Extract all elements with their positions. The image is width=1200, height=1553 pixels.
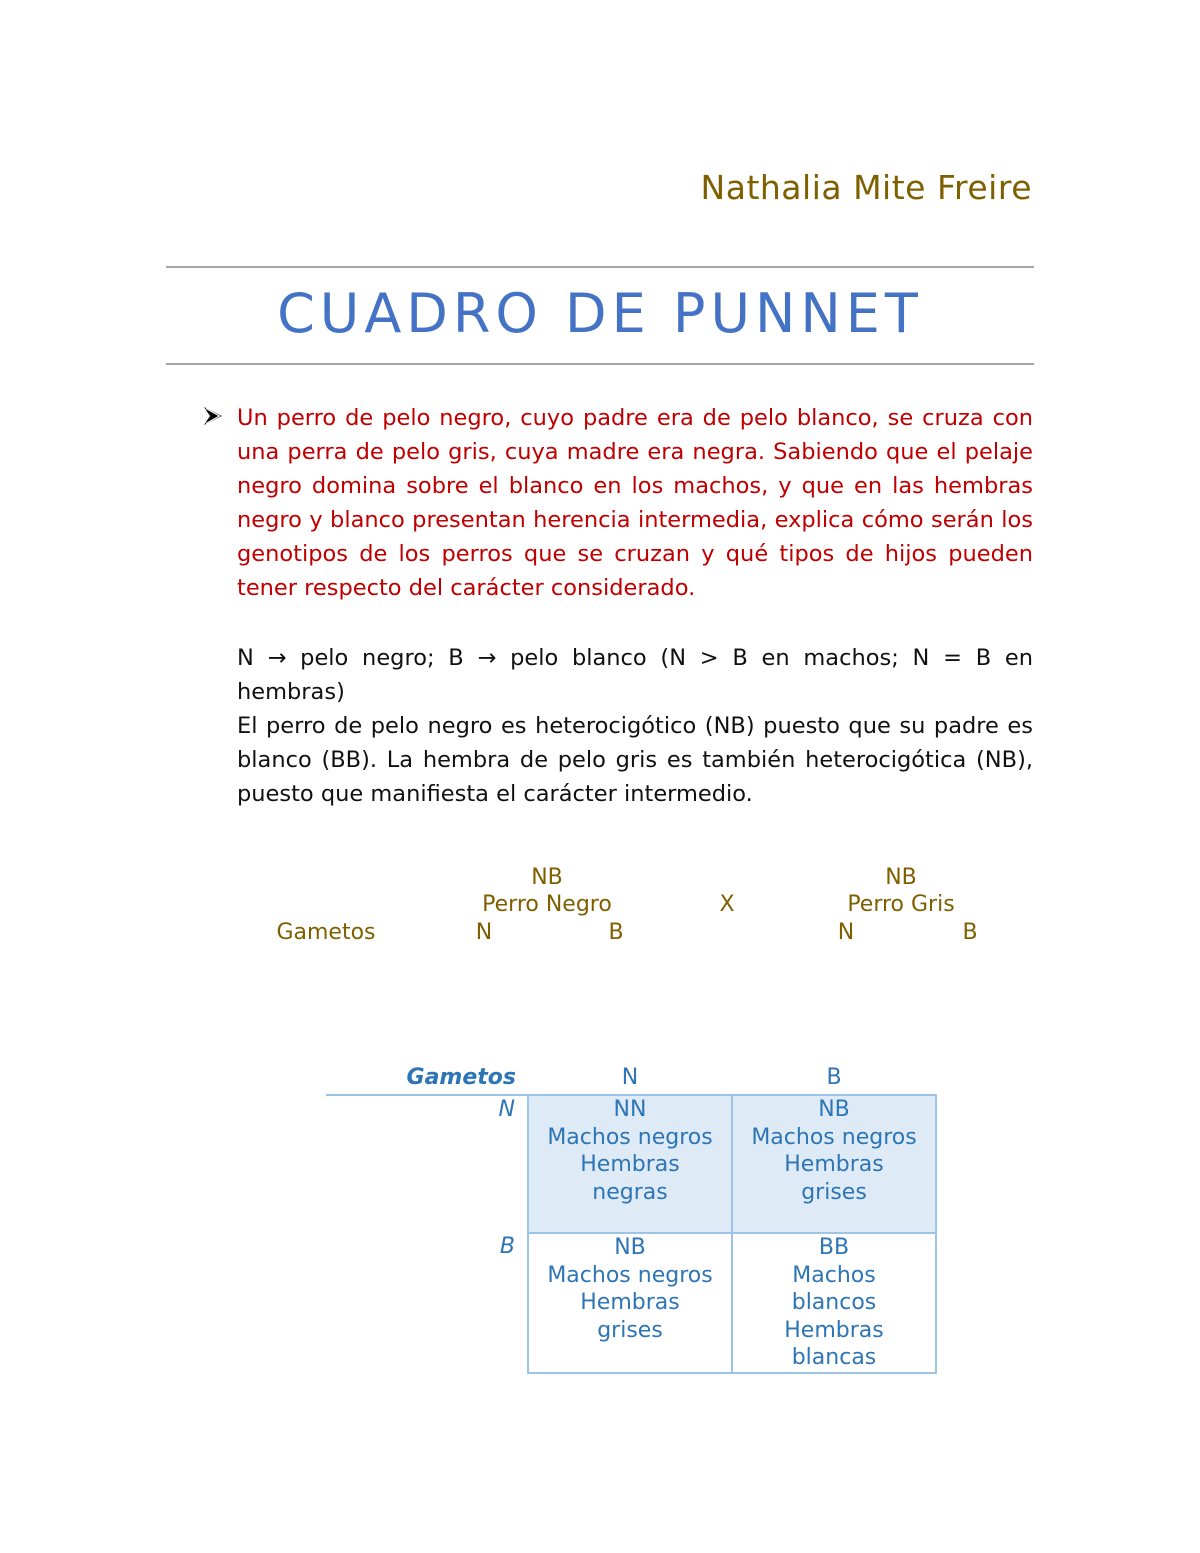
punnet-row-label-n: N xyxy=(498,1097,515,1122)
punnet-row-n xyxy=(326,1095,936,1233)
gametes-label: Gametos xyxy=(276,920,376,945)
cell-text: Machos xyxy=(792,1262,876,1288)
author-name: Nathalia Mite Freire xyxy=(700,168,1032,207)
cell-text: grises xyxy=(597,1317,663,1343)
male-gamete-n: N xyxy=(475,920,493,945)
cell-text: blancos xyxy=(791,1290,877,1315)
answer-explanation: El perro de pelo negro es heterocigótico (NB) puesto que su padre es blanco (BB). La hembra de pelo gris es también heterocigótica (NB), puesto que manifiesta el carácter intermedio. xyxy=(237,713,1033,807)
cell-genotype: BB xyxy=(818,1235,850,1260)
cell-text: Machos negros xyxy=(751,1124,917,1150)
problem-statement xyxy=(237,401,1033,605)
cell-genotype: NB xyxy=(614,1235,646,1260)
cell-text: Hembras xyxy=(784,1317,884,1343)
cell-text: blancas xyxy=(791,1345,877,1370)
problem-text: Un perro de pelo negro, cuyo padre era de pelo blanco, se cruza con una perra de pelo gris, cuya madre era negra. Sabiendo que el pelaje negro domina sobre el blanco en los machos, y que en las hembras negro y blanco presentan herencia intermedia, explica cómo serán los genotipos de los perros que se cruzan y qué tipos de hijos pueden tener respecto del carácter considerado. xyxy=(237,405,1033,601)
female-gamete-b: B xyxy=(962,920,978,945)
cell-text: Hembras xyxy=(580,1290,680,1315)
cell-genotype: NN xyxy=(613,1097,647,1122)
cell-text: Hembras xyxy=(784,1152,884,1177)
cell-text: Hembras xyxy=(580,1152,680,1177)
punnet-col-b: B xyxy=(732,1064,936,1095)
punnet-cell-nn xyxy=(528,1095,732,1233)
punnet-cell-nb-top xyxy=(732,1095,936,1233)
female-phenotype: Perro Gris xyxy=(847,892,955,917)
title-top-rule xyxy=(166,266,1034,268)
cell-genotype: NB xyxy=(818,1097,850,1122)
male-gamete-b: B xyxy=(608,920,624,945)
cell-text: grises xyxy=(801,1179,867,1205)
female-gamete-n: N xyxy=(837,920,855,945)
punnet-square xyxy=(326,1064,937,1374)
cell-text: Machos negros xyxy=(547,1124,713,1150)
answer-block xyxy=(237,641,1033,811)
male-genotype: NB xyxy=(531,865,563,890)
cell-text: negras xyxy=(592,1179,668,1205)
title-bottom-rule xyxy=(166,363,1034,365)
female-genotype: NB xyxy=(885,865,917,890)
document-title: CUADRO DE PUNNET xyxy=(277,282,923,345)
male-phenotype: Perro Negro xyxy=(482,892,612,917)
punnet-row-label-b: B xyxy=(499,1234,515,1259)
punnet-cell-nb-bottom xyxy=(528,1233,732,1373)
punnet-header-row xyxy=(326,1064,936,1095)
allele-notation: N → pelo negro; B → pelo blanco (N > B en machos; N = B en hembras) xyxy=(237,645,1033,705)
punnet-row-b xyxy=(326,1233,936,1373)
punnet-col-n: N xyxy=(528,1064,732,1095)
punnet-gametes-label: Gametos xyxy=(326,1064,528,1095)
arrowhead-bullet-icon xyxy=(201,405,225,433)
cross-symbol: X xyxy=(719,892,735,917)
cell-text: Machos negros xyxy=(547,1262,713,1288)
punnet-cell-bb xyxy=(732,1233,936,1373)
